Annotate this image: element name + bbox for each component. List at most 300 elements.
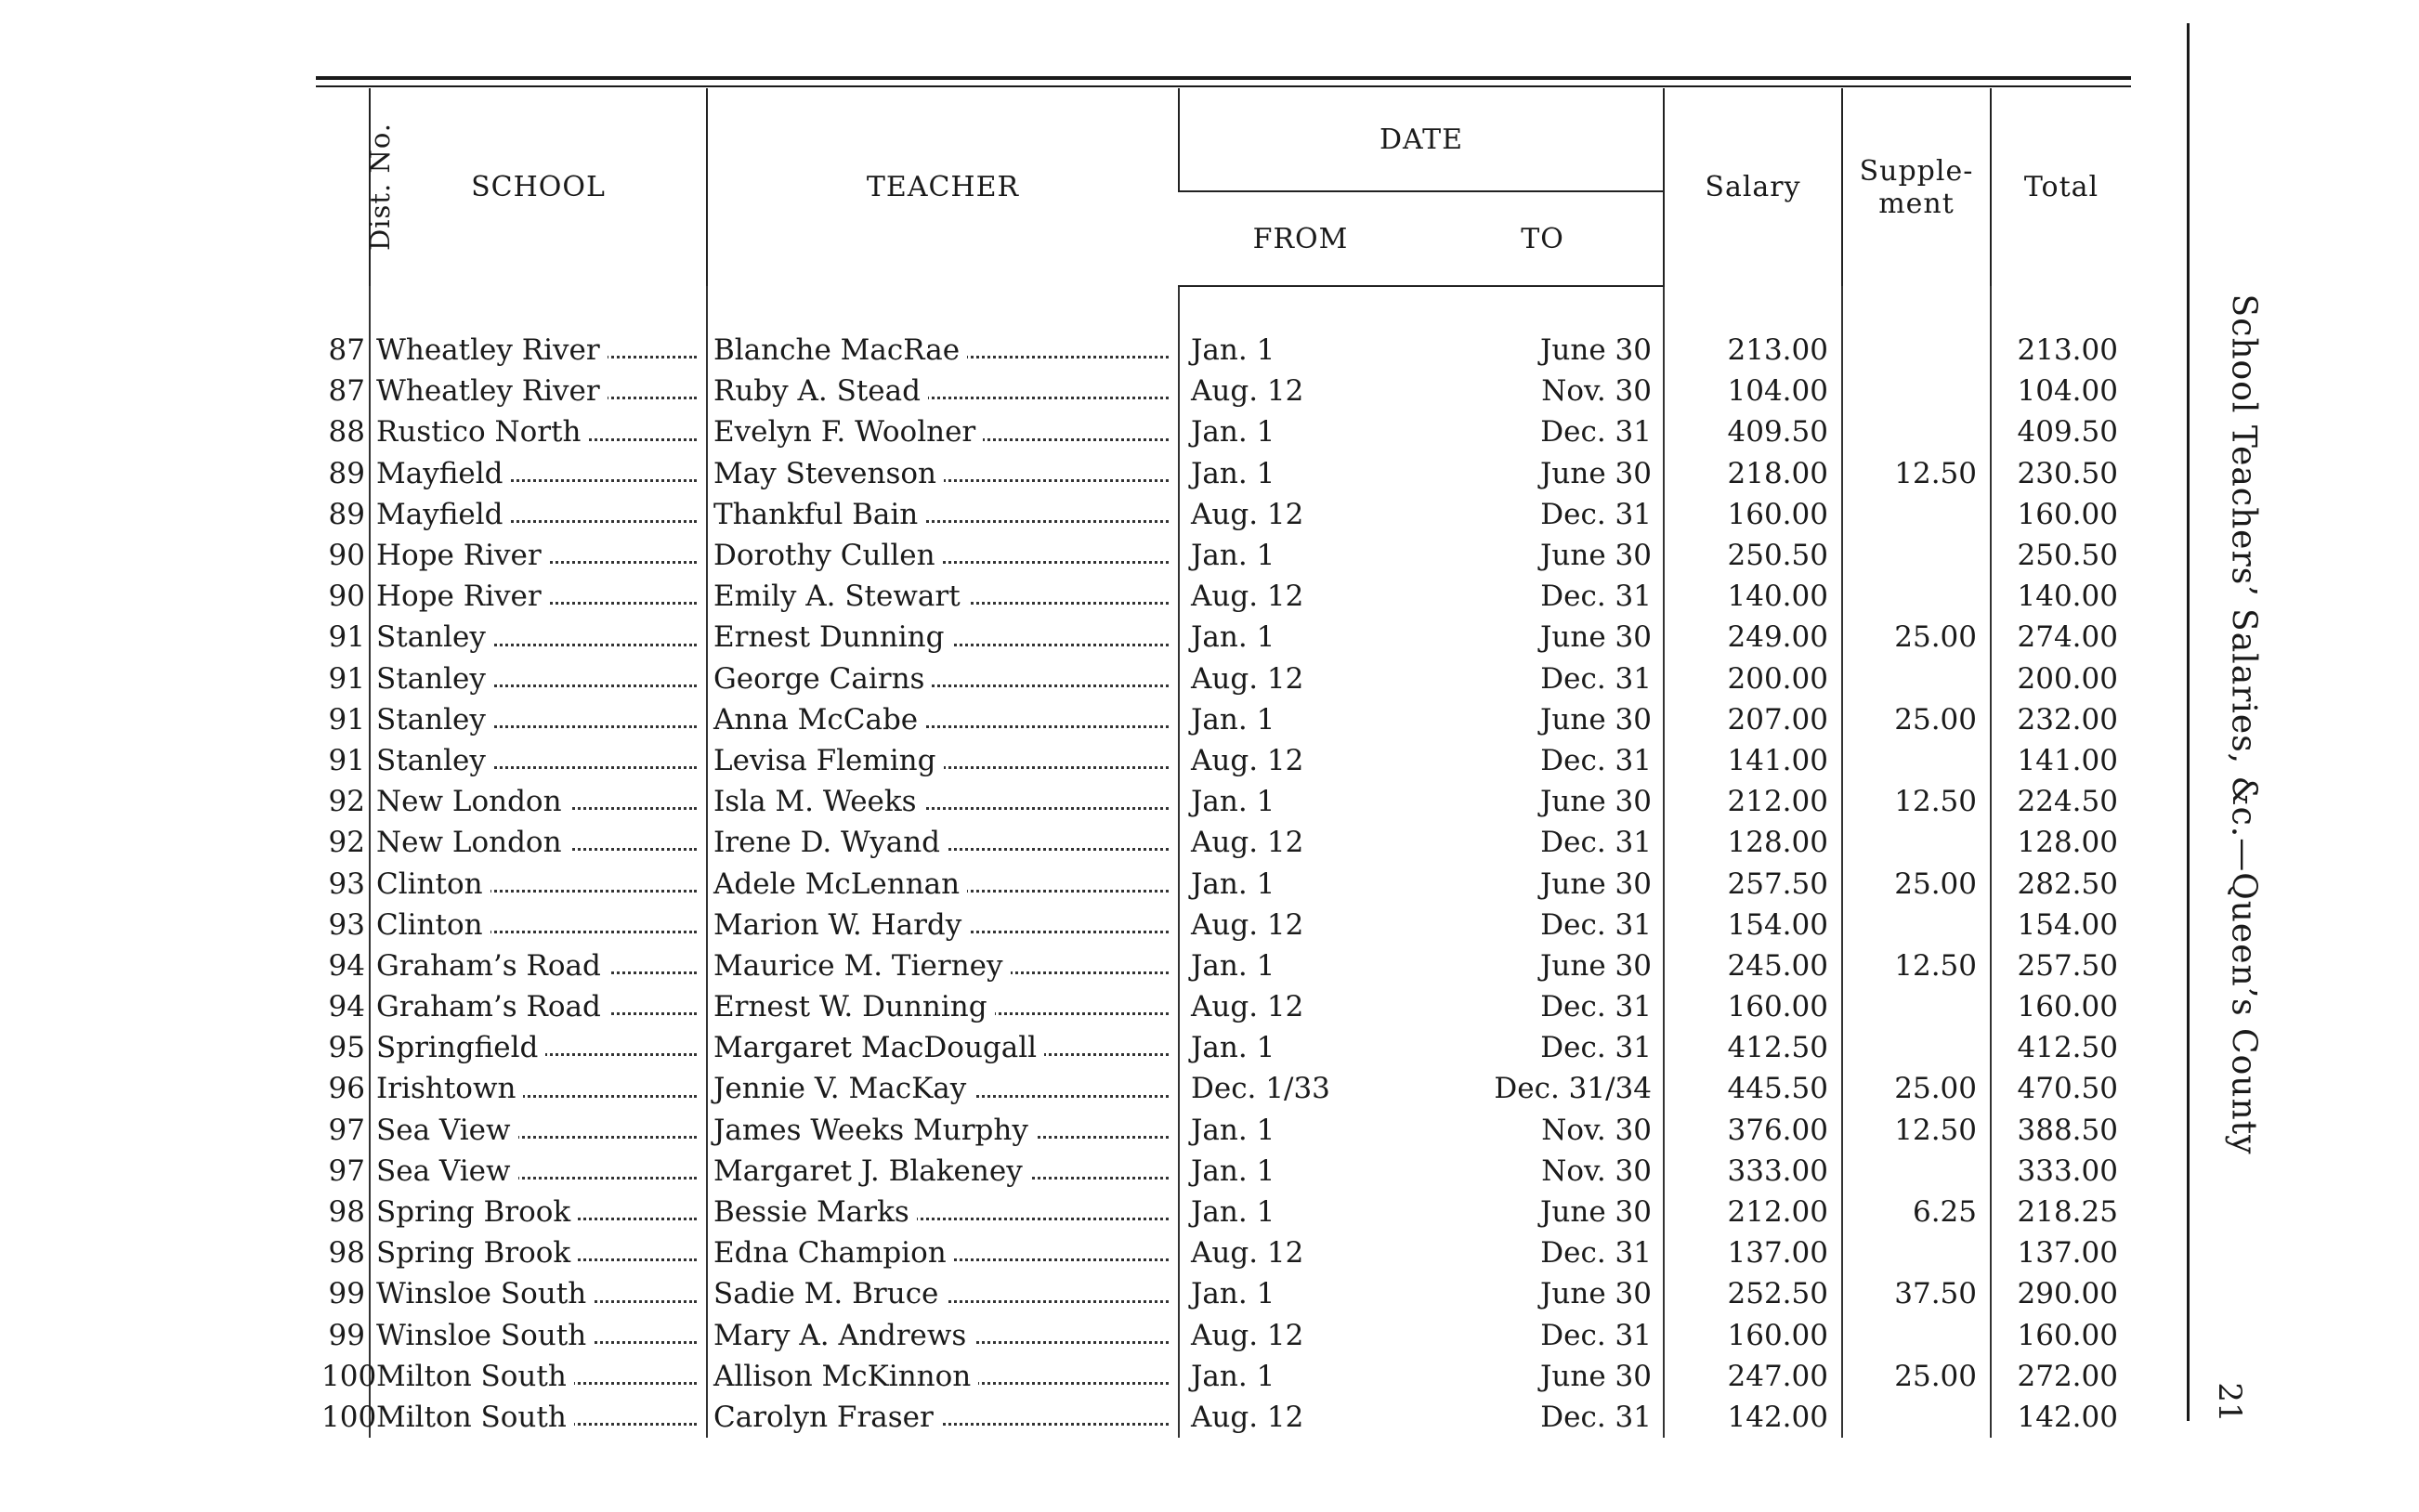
salary-cell: 160.00 — [1664, 986, 1842, 1027]
school-cell-text: Graham’s Road — [376, 949, 608, 983]
total-cell: 142.00 — [1991, 1397, 2131, 1438]
school-cell-text: Spring Brook — [376, 1195, 578, 1229]
teacher-cell — [707, 945, 1179, 986]
salary-cell: 250.50 — [1664, 535, 1842, 576]
school-cell — [370, 494, 707, 535]
school-cell-text: Winsloe South — [376, 1277, 594, 1310]
table-row — [316, 905, 2131, 945]
table-row — [316, 945, 2131, 986]
supplement-cell — [1842, 494, 1991, 535]
header-school: SCHOOL — [370, 88, 707, 286]
dist-no-cell: 89 — [328, 456, 365, 490]
salary-cell: 200.00 — [1664, 658, 1842, 699]
date-to-cell: Dec. 31 — [1540, 1400, 1652, 1434]
table-row — [316, 330, 2131, 371]
table-row — [316, 535, 2131, 576]
table-row — [316, 1027, 2131, 1068]
school-cell-text: Sea View — [376, 1154, 518, 1188]
teacher-cell-text: Ernest W. Dunning — [713, 990, 995, 1023]
teacher-cell-text: Bessie Marks — [713, 1195, 917, 1229]
page-number: 21 — [2211, 1382, 2248, 1423]
salary-cell: 376.00 — [1664, 1110, 1842, 1151]
supplement-cell — [1842, 1315, 1991, 1356]
supplement-cell — [1842, 822, 1991, 863]
supplement-cell — [1842, 905, 1991, 945]
header-to: TO — [1422, 191, 1664, 286]
total-cell: 137.00 — [1991, 1232, 2131, 1273]
dist-no-cell: 87 — [328, 374, 365, 409]
teacher-cell — [707, 494, 1179, 535]
dist-no-cell: 93 — [328, 907, 365, 942]
supplement-cell — [1842, 411, 1991, 452]
school-cell-text: Sea View — [376, 1114, 518, 1147]
teacher-cell — [707, 986, 1179, 1027]
total-cell: 213.00 — [1991, 330, 2131, 371]
teacher-cell-text: May Stevenson — [713, 457, 944, 490]
teacher-cell — [707, 1315, 1179, 1356]
teacher-cell-text: Ruby A. Stead — [713, 374, 928, 408]
date-from-cell: Jan. 1 — [1179, 1356, 1422, 1397]
teacher-cell-text: Thankful Bain — [713, 498, 925, 531]
school-cell-text: New London — [376, 785, 569, 818]
supplement-cell: 25.00 — [1842, 699, 1991, 740]
salary-cell: 137.00 — [1664, 1232, 1842, 1273]
dist-no-cell: 100 — [321, 1400, 377, 1434]
school-cell — [370, 1151, 707, 1192]
salary-cell: 257.50 — [1664, 863, 1842, 904]
salary-cell: 249.00 — [1664, 617, 1842, 658]
date-to-cell: Dec. 31 — [1540, 1318, 1652, 1352]
date-from-cell: Jan. 1 — [1179, 617, 1422, 658]
salary-cell: 409.50 — [1664, 411, 1842, 452]
table-row — [316, 494, 2131, 535]
school-cell — [370, 781, 707, 822]
table-body — [316, 286, 2131, 1438]
teacher-cell-text: Jennie V. MacKay — [713, 1072, 974, 1105]
dist-no-cell: 91 — [328, 661, 365, 696]
school-cell — [370, 1232, 707, 1273]
school-cell-text: Wheatley River — [376, 374, 608, 408]
salary-cell: 333.00 — [1664, 1151, 1842, 1192]
salary-cell: 252.50 — [1664, 1273, 1842, 1314]
date-from-cell: Aug. 12 — [1179, 1397, 1422, 1438]
teacher-cell-text: George Cairns — [713, 662, 932, 696]
school-cell-text: Stanley — [376, 620, 493, 654]
table-row — [316, 1110, 2131, 1151]
supplement-cell — [1842, 658, 1991, 699]
teacher-cell-text: Levisa Fleming — [713, 744, 944, 777]
table-row — [316, 411, 2131, 452]
teacher-cell-text: Ernest Dunning — [713, 620, 951, 654]
table-row — [316, 740, 2131, 781]
supplement-cell — [1842, 986, 1991, 1027]
salary-cell: 245.00 — [1664, 945, 1842, 986]
school-cell — [370, 905, 707, 945]
dist-no-cell: 90 — [328, 580, 365, 614]
supplement-cell: 12.50 — [1842, 945, 1991, 986]
school-cell — [370, 986, 707, 1027]
total-cell: 128.00 — [1991, 822, 2131, 863]
date-to-cell: June 30 — [1539, 948, 1652, 983]
total-cell: 160.00 — [1991, 986, 2131, 1027]
date-to-cell: June 30 — [1539, 620, 1652, 655]
header-date: DATE — [1179, 88, 1664, 191]
salary-cell: 212.00 — [1664, 781, 1842, 822]
date-from-cell: Aug. 12 — [1179, 494, 1422, 535]
total-cell: 274.00 — [1991, 617, 2131, 658]
teacher-cell — [707, 1273, 1179, 1314]
total-cell: 409.50 — [1991, 411, 2131, 452]
table-row — [316, 1232, 2131, 1273]
teacher-cell-text: Dorothy Cullen — [713, 539, 943, 572]
total-cell: 257.50 — [1991, 945, 2131, 986]
date-from-cell: Aug. 12 — [1179, 822, 1422, 863]
header-supplement-line2: ment — [1878, 187, 1955, 220]
date-to-cell: Dec. 31 — [1540, 497, 1652, 531]
school-cell-text: Milton South — [376, 1360, 574, 1393]
school-cell — [370, 330, 707, 371]
header-supplement — [1842, 88, 1991, 286]
total-cell: 250.50 — [1991, 535, 2131, 576]
supplement-cell — [1842, 371, 1991, 411]
date-from-cell: Aug. 12 — [1179, 371, 1422, 411]
date-to-cell: Dec. 31 — [1540, 907, 1652, 942]
total-cell: 104.00 — [1991, 371, 2131, 411]
teacher-cell-text: Mary A. Andrews — [713, 1319, 974, 1352]
date-from-cell: Aug. 12 — [1179, 658, 1422, 699]
salary-cell: 207.00 — [1664, 699, 1842, 740]
school-cell-text: Milton South — [376, 1401, 574, 1434]
dist-no-cell: 98 — [328, 1236, 365, 1271]
date-from-cell: Jan. 1 — [1179, 1110, 1422, 1151]
teacher-cell — [707, 535, 1179, 576]
dist-no-cell: 91 — [328, 743, 365, 777]
date-from-cell: Jan. 1 — [1179, 1151, 1422, 1192]
school-cell-text: Winsloe South — [376, 1319, 594, 1352]
total-cell: 388.50 — [1991, 1110, 2131, 1151]
date-to-cell: June 30 — [1539, 539, 1652, 573]
date-from-cell: Aug. 12 — [1179, 740, 1422, 781]
table-row — [316, 699, 2131, 740]
date-to-cell: June 30 — [1539, 333, 1652, 368]
table-row — [316, 822, 2131, 863]
school-cell-text: Wheatley River — [376, 333, 608, 367]
school-cell — [370, 740, 707, 781]
supplement-cell — [1842, 1027, 1991, 1068]
school-cell — [370, 535, 707, 576]
table-row — [316, 1192, 2131, 1232]
date-to-cell: June 30 — [1539, 702, 1652, 736]
dist-no-cell: 88 — [328, 415, 365, 450]
date-to-cell: Dec. 31 — [1540, 990, 1652, 1024]
school-cell — [370, 1356, 707, 1397]
school-cell-text: Hope River — [376, 539, 549, 572]
supplement-cell — [1842, 330, 1991, 371]
date-to-cell: June 30 — [1539, 1277, 1652, 1311]
teacher-cell — [707, 781, 1179, 822]
date-to-cell: June 30 — [1539, 456, 1652, 490]
total-cell: 218.25 — [1991, 1192, 2131, 1232]
dist-no-cell: 89 — [328, 497, 365, 531]
table-row — [316, 453, 2131, 494]
date-to-cell: Nov. 30 — [1541, 374, 1652, 409]
total-cell: 141.00 — [1991, 740, 2131, 781]
header-salary: Salary — [1664, 88, 1842, 286]
date-to-cell: Dec. 31 — [1540, 1031, 1652, 1065]
teacher-cell — [707, 1068, 1179, 1109]
teacher-cell-text: Isla M. Weeks — [713, 785, 924, 818]
school-cell — [370, 411, 707, 452]
teacher-cell-text: Carolyn Fraser — [713, 1401, 941, 1434]
total-cell: 333.00 — [1991, 1151, 2131, 1192]
table-row — [316, 1273, 2131, 1314]
school-cell — [370, 1192, 707, 1232]
total-cell: 232.00 — [1991, 699, 2131, 740]
teacher-cell — [707, 576, 1179, 617]
school-cell-text: Spring Brook — [376, 1236, 578, 1270]
date-from-cell: Jan. 1 — [1179, 945, 1422, 986]
date-from-cell: Jan. 1 — [1179, 1273, 1422, 1314]
date-from-cell: Aug. 12 — [1179, 1232, 1422, 1273]
total-cell: 470.50 — [1991, 1068, 2131, 1109]
salary-cell: 128.00 — [1664, 822, 1842, 863]
date-to-cell: Dec. 31 — [1540, 415, 1652, 450]
dist-no-cell: 94 — [328, 990, 365, 1024]
date-to-cell: Dec. 31 — [1540, 826, 1652, 860]
header-teacher: TEACHER — [707, 88, 1179, 286]
teacher-cell — [707, 411, 1179, 452]
date-from-cell: Jan. 1 — [1179, 863, 1422, 904]
teacher-cell-text: Edna Champion — [713, 1236, 954, 1270]
school-cell-text: Hope River — [376, 580, 549, 613]
date-from-cell: Jan. 1 — [1179, 699, 1422, 740]
teacher-cell-text: Emily A. Stewart — [713, 580, 968, 613]
date-to-cell: Dec. 31 — [1540, 580, 1652, 614]
date-from-cell: Aug. 12 — [1179, 986, 1422, 1027]
dist-no-cell: 93 — [328, 867, 365, 901]
total-cell: 230.50 — [1991, 453, 2131, 494]
table-row — [316, 863, 2131, 904]
table-row — [316, 1397, 2131, 1438]
date-to-cell: Dec. 31 — [1540, 743, 1652, 777]
date-to-cell: June 30 — [1539, 867, 1652, 901]
teacher-cell — [707, 1027, 1179, 1068]
date-from-cell: Jan. 1 — [1179, 330, 1422, 371]
teacher-cell-text: Margaret J. Blakeney — [713, 1154, 1030, 1188]
teacher-cell — [707, 1192, 1179, 1232]
salary-cell: 160.00 — [1664, 1315, 1842, 1356]
school-cell-text: Clinton — [376, 908, 490, 942]
date-from-cell: Dec. 1/33 — [1179, 1068, 1422, 1109]
header-from: FROM — [1179, 191, 1422, 286]
supplement-cell — [1842, 576, 1991, 617]
date-to-cell: June 30 — [1539, 1195, 1652, 1230]
dist-no-cell: 98 — [328, 1195, 365, 1230]
teacher-cell — [707, 1232, 1179, 1273]
teacher-cell-text: Maurice M. Tierney — [713, 949, 1011, 983]
school-cell-text: Mayfield — [376, 457, 511, 490]
dist-no-cell: 99 — [328, 1318, 365, 1352]
school-cell-text: Clinton — [376, 867, 490, 901]
salary-cell: 247.00 — [1664, 1356, 1842, 1397]
total-cell: 154.00 — [1991, 905, 2131, 945]
school-cell-text: Stanley — [376, 662, 493, 696]
school-cell-text: Mayfield — [376, 498, 511, 531]
salary-cell: 160.00 — [1664, 494, 1842, 535]
date-to-cell: June 30 — [1539, 785, 1652, 819]
salary-cell: 218.00 — [1664, 453, 1842, 494]
total-cell: 272.00 — [1991, 1356, 2131, 1397]
dist-no-cell: 97 — [328, 1113, 365, 1147]
right-margin-rule — [2187, 23, 2190, 1421]
date-from-cell: Aug. 12 — [1179, 905, 1422, 945]
date-from-cell: Jan. 1 — [1179, 1192, 1422, 1232]
table-row — [316, 986, 2131, 1027]
table-row — [316, 371, 2131, 411]
dist-no-cell: 92 — [328, 826, 365, 860]
total-cell: 160.00 — [1991, 494, 2131, 535]
supplement-cell: 37.50 — [1842, 1273, 1991, 1314]
dist-no-cell: 96 — [328, 1072, 365, 1106]
date-to-cell: Dec. 31/34 — [1494, 1072, 1652, 1106]
teacher-cell-text: Allison McKinnon — [713, 1360, 978, 1393]
teacher-cell-text: Irene D. Wyand — [713, 826, 948, 859]
top-rule-thick — [316, 76, 2131, 80]
dist-no-cell: 87 — [328, 333, 365, 368]
table-row — [316, 1151, 2131, 1192]
salary-cell: 141.00 — [1664, 740, 1842, 781]
supplement-cell: 25.00 — [1842, 617, 1991, 658]
dist-no-cell: 91 — [328, 702, 365, 736]
teacher-cell-text: Sadie M. Bruce — [713, 1277, 946, 1310]
salary-cell: 412.50 — [1664, 1027, 1842, 1068]
teacher-cell — [707, 658, 1179, 699]
date-to-cell: June 30 — [1539, 1359, 1652, 1393]
school-cell — [370, 658, 707, 699]
salary-cell: 142.00 — [1664, 1397, 1842, 1438]
table-row — [316, 576, 2131, 617]
salary-cell: 212.00 — [1664, 1192, 1842, 1232]
dist-no-cell: 92 — [328, 785, 365, 819]
date-from-cell: Aug. 12 — [1179, 1315, 1422, 1356]
school-cell — [370, 1397, 707, 1438]
dist-no-cell: 99 — [328, 1277, 365, 1311]
supplement-cell — [1842, 1397, 1991, 1438]
spacer-row — [316, 286, 2131, 330]
school-cell — [370, 1315, 707, 1356]
school-cell — [370, 371, 707, 411]
teacher-cell-text: Anna McCabe — [713, 703, 925, 736]
teacher-cell — [707, 617, 1179, 658]
school-cell — [370, 1027, 707, 1068]
teacher-cell-text: Evelyn F. Woolner — [713, 415, 983, 449]
dist-no-cell: 94 — [328, 948, 365, 983]
school-cell — [370, 617, 707, 658]
top-rule-thin — [316, 85, 2131, 87]
date-from-cell: Jan. 1 — [1179, 1027, 1422, 1068]
table-row — [316, 658, 2131, 699]
supplement-cell: 6.25 — [1842, 1192, 1991, 1232]
date-to-cell: Nov. 30 — [1541, 1113, 1652, 1147]
total-cell: 160.00 — [1991, 1315, 2131, 1356]
date-to-cell: Nov. 30 — [1541, 1154, 1652, 1188]
teacher-cell — [707, 905, 1179, 945]
running-title: School Teachers’ Salaries, &c.—Queen’s County — [2224, 293, 2263, 1155]
table-row — [316, 1315, 2131, 1356]
school-cell-text: New London — [376, 826, 569, 859]
salary-table — [316, 88, 2131, 1438]
school-cell-text: Irishtown — [376, 1072, 523, 1105]
teacher-cell — [707, 740, 1179, 781]
table-row — [316, 617, 2131, 658]
school-cell — [370, 822, 707, 863]
dist-no-cell: 97 — [328, 1154, 365, 1188]
dist-no-cell: 91 — [328, 620, 365, 655]
teacher-cell — [707, 699, 1179, 740]
school-cell — [370, 453, 707, 494]
salary-cell: 140.00 — [1664, 576, 1842, 617]
date-from-cell: Jan. 1 — [1179, 411, 1422, 452]
table-row — [316, 1356, 2131, 1397]
dist-no-cell: 90 — [328, 539, 365, 573]
supplement-cell — [1842, 740, 1991, 781]
header-total: Total — [1991, 88, 2131, 286]
total-cell: 282.50 — [1991, 863, 2131, 904]
teacher-cell — [707, 1397, 1179, 1438]
school-cell — [370, 1068, 707, 1109]
total-cell: 140.00 — [1991, 576, 2131, 617]
total-cell: 200.00 — [1991, 658, 2131, 699]
date-to-cell: Dec. 31 — [1540, 661, 1652, 696]
salary-cell: 104.00 — [1664, 371, 1842, 411]
date-from-cell: Jan. 1 — [1179, 535, 1422, 576]
total-cell: 224.50 — [1991, 781, 2131, 822]
teacher-cell — [707, 863, 1179, 904]
teacher-cell — [707, 1110, 1179, 1151]
header-supplement-line1: Supple- — [1859, 154, 1974, 188]
date-to-cell: Dec. 31 — [1540, 1236, 1652, 1271]
teacher-cell — [707, 822, 1179, 863]
supplement-cell: 12.50 — [1842, 781, 1991, 822]
supplement-cell: 12.50 — [1842, 453, 1991, 494]
table-row — [316, 1068, 2131, 1109]
supplement-cell — [1842, 1151, 1991, 1192]
table-row — [316, 781, 2131, 822]
school-cell — [370, 863, 707, 904]
school-cell — [370, 1273, 707, 1314]
school-cell — [370, 945, 707, 986]
teacher-cell-text: Margaret MacDougall — [713, 1031, 1044, 1064]
supplement-cell: 25.00 — [1842, 1068, 1991, 1109]
teacher-cell — [707, 453, 1179, 494]
dist-no-cell: 100 — [321, 1359, 377, 1393]
header-dist-no: Dist. No. — [364, 122, 397, 252]
salary-cell: 445.50 — [1664, 1068, 1842, 1109]
supplement-cell — [1842, 1232, 1991, 1273]
school-cell-text: Stanley — [376, 703, 493, 736]
teacher-cell — [707, 371, 1179, 411]
school-cell-text: Springfield — [376, 1031, 545, 1064]
school-cell-text: Rustico North — [376, 415, 589, 449]
teacher-cell-text: Adele McLennan — [713, 867, 967, 901]
teacher-cell — [707, 1151, 1179, 1192]
supplement-cell — [1842, 535, 1991, 576]
date-from-cell: Jan. 1 — [1179, 453, 1422, 494]
school-cell-text: Graham’s Road — [376, 990, 608, 1023]
school-cell-text: Stanley — [376, 744, 493, 777]
teacher-cell — [707, 1356, 1179, 1397]
date-from-cell: Jan. 1 — [1179, 781, 1422, 822]
